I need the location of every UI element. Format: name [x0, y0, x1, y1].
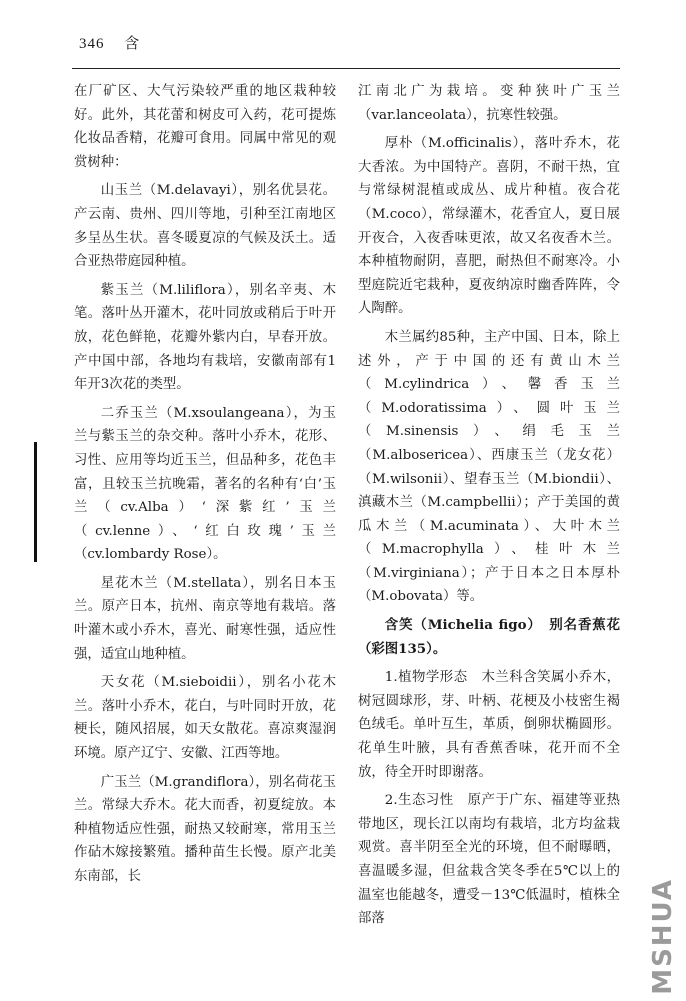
paragraph: 星花木兰（M.stellata），别名日本玉兰。原产日本，抗州、南京等地有栽培。落叶灌木或小乔木，喜光、耐寒性强，适应性强，适宜山地种植。 [74, 575, 336, 662]
margin-mark [34, 442, 37, 562]
page-number: 346 [79, 36, 105, 52]
paragraph: 厚朴（M.officinalis），落叶乔木，花大香浓。为中国特产。喜阴，不耐干热，宜与常绿树混植或成丛、成片种植。夜合花（M.coco），常绿灌木，花香宜人，夏日展开夜合，入夜香味更浓，故又名夜香木兰。本种植物耐阴，喜肥，耐热但不耐寒冷。小型庭院近宅栽种，夏夜纳凉时幽香阵阵，令人陶醉。 [358, 136, 620, 317]
paragraph: 山玉兰（M.delavayi），别名优昙花。产云南、贵州、四川等地，引种至江南地区多呈丛生状。喜冬暖夏凉的气候及沃土。适合亚热带庭园种植。 [74, 183, 336, 270]
paragraph: 紫玉兰（M.liliflora），别名辛夷、木笔。落叶丛开灌木，花叶同放或稍后于叶开放，花色鲜艳，花瓣外紫内白，早春开放。产中国中部，各地均有栽培，安徽南部有1年开3次花的类型。 [74, 282, 336, 393]
paragraph: 2.生态习性 原产于广东、福建等亚热带地区，现长江以南均有栽培，北方均盆栽观赏。喜半阴至全光的环境，但不耐曝晒，喜温暖多湿，但盆栽含笑冬季在5℃以上的温室也能越冬，遭受－13℃低温时，植株全部落 [358, 793, 620, 927]
page-header [79, 32, 140, 53]
paragraph: 木兰属约85种，主产中国、日本，除上述外，产于中国的还有黄山木兰（M.cylindrica）、馨香玉兰（M.odoratissima）、圆叶玉兰（M.sinensis）、绢毛玉兰（M.albosericea）、西康玉兰（龙女花）（M.wilsonii）、望春玉兰（M.biondii）、滇藏木兰（M.campbellii）；产于美国的黄瓜木兰（M.acuminata）、大叶木兰（M.macrophylla）、桂叶木兰（M.virginiana）；产于日本之日本厚朴（M.obovata）等。 [358, 329, 620, 605]
header-rule [72, 68, 620, 69]
paragraph: 天女花（M.sieboidii），别名小花木兰。落叶小乔木，花白，与叶同时开放，花梗长，随风招展，如天女散花。喜凉爽湿润环境。原产辽宁、安徽、江西等地。 [74, 675, 336, 762]
paragraph: 广玉兰（M.grandiflora），别名荷花玉兰。常绿大乔木。花大而香，初夏绽放。本种植物适应性强，耐热又较耐寒，常用玉兰作砧木嫁接繁殖。播种苗生长慢。原产北美东南部，长 [74, 774, 336, 884]
paragraph: 江南北广为栽培。变种狭叶广玉兰（var.lanceolata），抗寒性较强。 [358, 84, 620, 123]
paragraph: 1.植物学形态 木兰科含笑属小乔木，树冠圆球形，芽、叶柄、花梗及小枝密生褐色绒毛。单叶互生，革质，倒卵状椭圆形。花单生叶腋，具有香蕉香味，花开而不全放，待全开时即谢落。 [358, 670, 620, 780]
right-column [358, 80, 620, 931]
watermark: MSHUA [648, 878, 678, 995]
entry-heading: 含笑（Michelia figo） 别名香蕉花（彩图135）。 [358, 617, 620, 657]
paragraph: 二乔玉兰（M.xsoulangeana），为玉兰与紫玉兰的杂交种。落叶小乔木，花形、习性、应用等均近玉兰，但品种多，花色丰富，且较玉兰抗晚霜，著名的名种有‘白’玉兰（cv.Alba）‘深紫红’玉兰（cv.lenne）、‘红白玫瑰’玉兰（cv.lombardy Rose）。 [74, 405, 336, 563]
paragraph: 在厂矿区、大气污染较严重的地区栽种较好。此外，其花蕾和树皮可入药，花可提炼化妆品香精，花瓣可食用。同属中常见的观赏树种： [74, 84, 336, 170]
left-column [74, 80, 336, 889]
running-title: 含 [124, 34, 141, 52]
